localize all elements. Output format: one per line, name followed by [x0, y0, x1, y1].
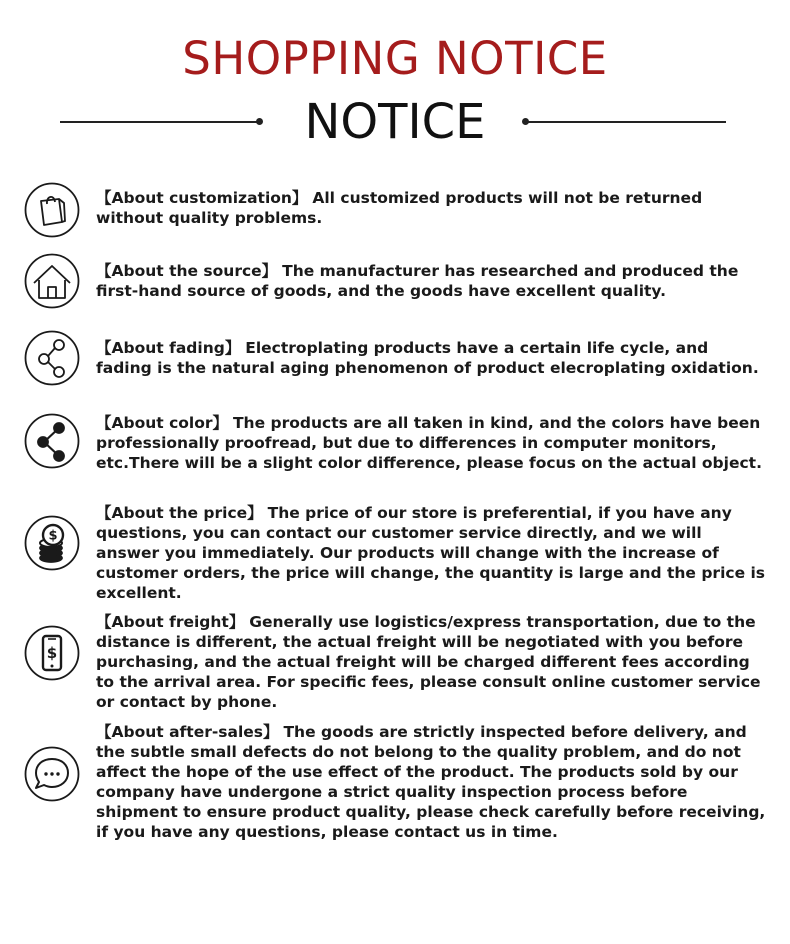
- notice-heading: 【About the source】: [96, 262, 278, 280]
- share-filled-icon: [24, 413, 80, 469]
- right-divider: [526, 121, 726, 123]
- notice-body: The price of our store is preferential, if you have any questions, you can contact our customer service directly, and we will answer you immediately. Our products will change with the increase of customer orders, the price will change, the quantity is large and the price is excellent.: [96, 504, 766, 602]
- coins-icon: [24, 515, 80, 571]
- page-subtitle: NOTICE: [304, 94, 486, 150]
- subtitle-row: [0, 92, 790, 152]
- notice-text: [96, 261, 768, 301]
- notice-text: [96, 503, 768, 603]
- notice-heading: 【About color】: [96, 414, 229, 432]
- share-outline-icon: [24, 330, 80, 386]
- svg-text:$: $: [48, 528, 58, 544]
- shopping-bag-icon: [24, 182, 80, 238]
- phone-dollar-icon: [24, 625, 80, 681]
- notice-text: [96, 188, 768, 228]
- svg-text:$: $: [46, 644, 58, 662]
- notice-text: [96, 413, 768, 473]
- notice-heading: 【About after-sales】: [96, 723, 279, 741]
- notice-text: [96, 612, 768, 712]
- notice-body: The manufacturer has researched and produced the first-hand source of goods, and the goods have excellent quality.: [96, 262, 739, 300]
- notice-body: Electroplating products have a certain life cycle, and fading is the natural aging phenomenon of product elecroplating oxidation.: [96, 339, 759, 377]
- notice-text: [96, 722, 768, 842]
- notice-body: Generally use logistics/express transportation, due to the distance is different, the actual freight will be negotiated with you before purchasing, and the actual freight will be charged different fees according to the arrival area. For specific fees, please consult online customer service or contact by phone.: [96, 613, 761, 711]
- notice-body: The goods are strictly inspected before delivery, and the subtle small defects do not belong to the quality problem, and do not affect the hope of the use effect of the product. The products sold by our company have undergone a strict quality inspection process before shipment to ensure product quality, please check carefully before receiving, if you have any questions, please contact us in time.: [96, 723, 766, 841]
- notice-body: All customized products will not be returned without quality problems.: [96, 189, 703, 227]
- chat-bubble-icon: [24, 746, 80, 802]
- notice-heading: 【About customization】: [96, 189, 308, 207]
- house-icon: [24, 253, 80, 309]
- notice-heading: 【About fading】: [96, 339, 241, 357]
- page-title: SHOPPING NOTICE: [182, 32, 608, 85]
- notice-body: The products are all taken in kind, and the colors have been professionally proofread, but due to differences in computer monitors, etc.There will be a slight color difference, please focus on the actual object.: [96, 414, 762, 472]
- notice-text: [96, 338, 768, 378]
- notice-heading: 【About the price】: [96, 504, 263, 522]
- notice-heading: 【About freight】: [96, 613, 245, 631]
